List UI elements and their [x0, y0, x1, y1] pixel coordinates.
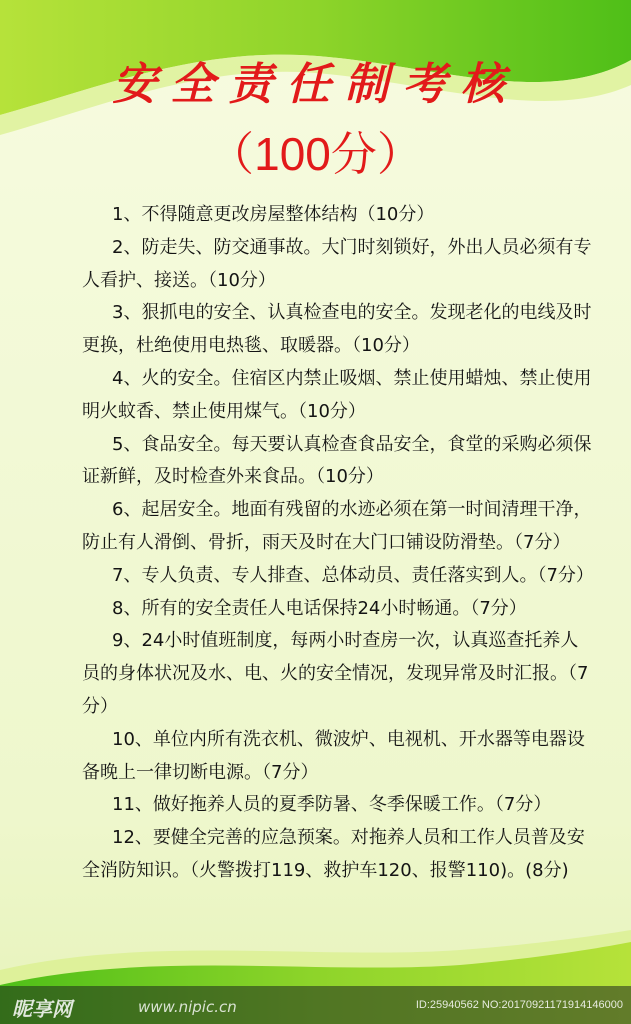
rule-item: 9、24小时值班制度，每两小时查房一次，认真巡查托养人员的身体状况及水、电、火的安全情况，发现异常及时汇报。（7分）	[82, 630, 589, 717]
watermark-logo: 昵享网	[12, 997, 72, 1021]
rule-item: 2、防走失、防交通事故。大门时刻锁好，外出人员必须有专人看护、接送。（10分）	[82, 236, 592, 291]
rule-item: 3、狠抓电的安全、认真检查电的安全。发现老化的电线及时更换，杜绝使用电热毯、取暖器。（10分）	[82, 302, 592, 357]
total-score: （100分）	[208, 128, 423, 180]
rule-item: 5、食品安全。每天要认真检查食品安全，食堂的采购必须保证新鲜，及时检查外来食品。（10分）	[82, 433, 592, 488]
rule-item: 4、火的安全。住宿区内禁止吸烟、禁止使用蜡烛、禁止使用明火蚊香、禁止使用煤气。（10分）	[82, 367, 592, 422]
poster-title: 安全责任制考核	[112, 59, 519, 110]
rule-item: 7、专人负责、专人排查、总体动员、责任落实到人。（7分）	[112, 564, 594, 586]
rule-item: 10、单位内所有洗衣机、微波炉、电视机、开水器等电器设备晚上一律切断电源。（7分）	[82, 728, 585, 783]
rule-item: 6、起居安全。地面有残留的水迹必须在第一时间清理干净，防止有人滑倒、骨折，雨天及时在大门口铺设防滑垫。（7分）	[82, 499, 592, 553]
rule-item: 11、做好拖养人员的夏季防暑、冬季保暖工作。（7分）	[112, 794, 552, 816]
rule-item: 12、要健全完善的应急预案。对拖养人员和工作人员普及安全消防知识。（火警拨打119、救护车120、报警110)。(8分)	[82, 827, 585, 881]
watermark-site: www.nipic.cn	[138, 998, 237, 1016]
rule-item: 8、所有的安全责任人电话保持24小时畅通。（7分）	[112, 597, 527, 619]
rule-item: 1、不得随意更改房屋整体结构（10分）	[112, 204, 435, 225]
watermark-id: ID:25940562 NO:20170921171914146000	[415, 999, 623, 1011]
rule-list	[82, 199, 594, 888]
